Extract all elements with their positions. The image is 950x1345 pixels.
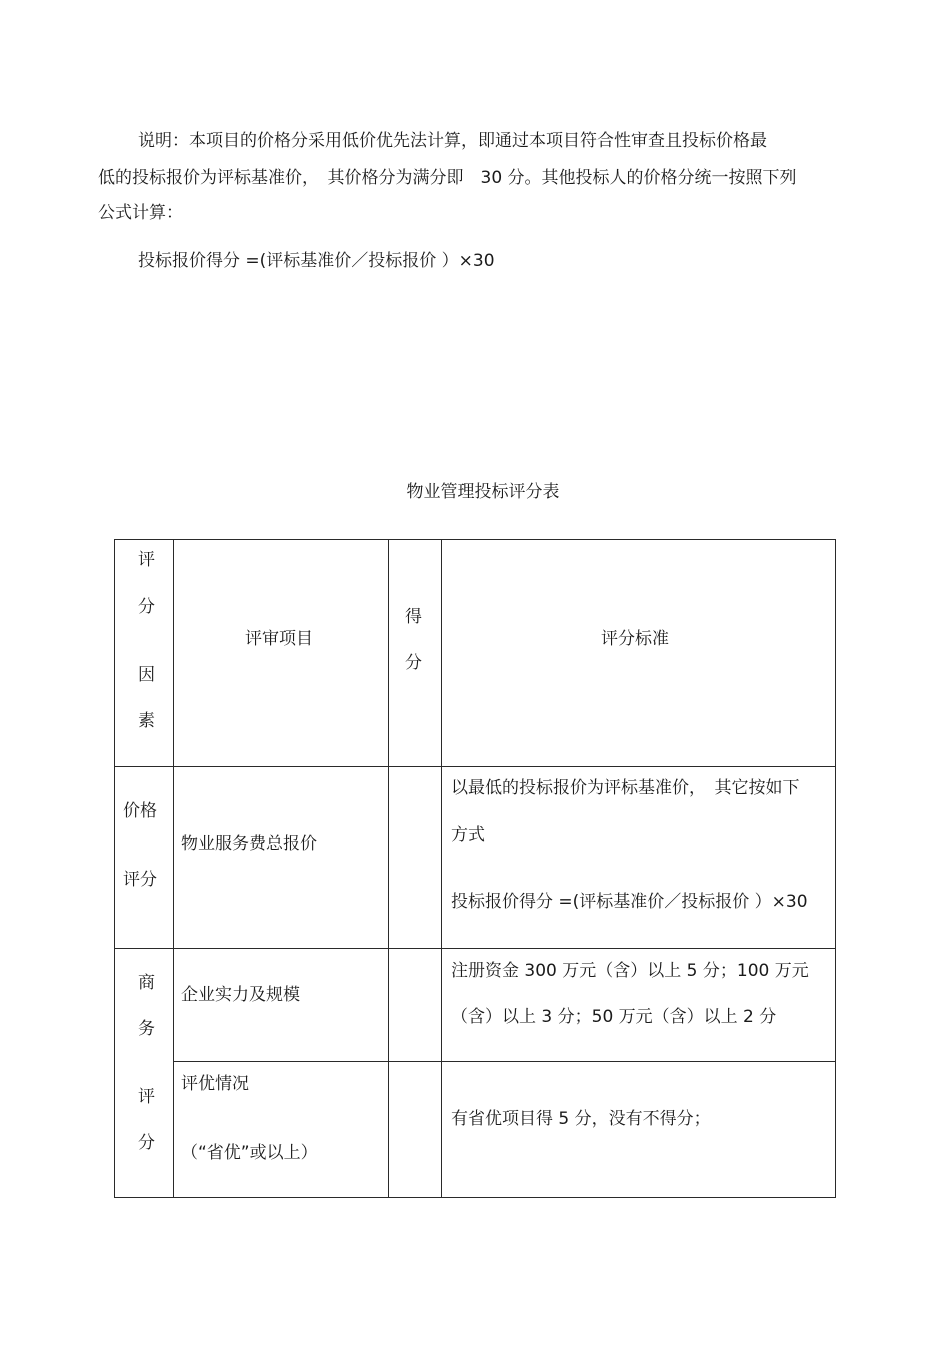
row-divider-header (114, 766, 836, 767)
header-factor-char: 评 (138, 550, 155, 570)
intro-line-3 (98, 197, 838, 230)
scale-criteria-line2: （含）以上 3 分；50 万元（含）以上 2 分 (451, 1007, 777, 1027)
intro-line-3-text: 公式计算： (98, 203, 183, 223)
price-criteria-line1: 以最低的投标报价为评标基准价， 其它按如下 (451, 778, 800, 798)
col-divider-score (441, 539, 442, 1198)
price-factor-line2: 评分 (123, 870, 157, 890)
price-item: 物业服务费总报价 (181, 834, 317, 854)
business-factor-char: 务 (138, 1019, 155, 1039)
award-criteria: 有省优项目得 5 分，没有不得分； (451, 1109, 711, 1129)
table-title: 物业管理投标评分表 (406, 482, 560, 502)
header-item: 评审项目 (245, 629, 313, 649)
price-formula: 投标报价得分 =(评标基准价／投标报价 ）×30 (138, 251, 495, 271)
header-factor-char: 分 (138, 597, 155, 617)
table-border-top (114, 539, 836, 540)
scale-criteria-line1: 注册资金 300 万元（含）以上 5 分；100 万元 (451, 961, 809, 981)
table-border-right (835, 539, 836, 1198)
row-divider-scale (174, 1061, 836, 1062)
business-factor-char: 评 (138, 1087, 155, 1107)
row-divider-price (114, 948, 836, 949)
score-table (114, 539, 836, 1198)
scale-item: 企业实力及规模 (181, 985, 300, 1005)
header-criteria: 评分标准 (601, 629, 669, 649)
col-divider-item (388, 539, 389, 1198)
table-border-bottom (114, 1197, 836, 1198)
intro-line-1 (138, 125, 838, 158)
business-factor-char: 商 (138, 973, 155, 993)
col-divider-factor (173, 539, 174, 1198)
price-criteria-line2: 方式 (451, 825, 485, 845)
intro-line-2-text: 低的投标报价为评标基准价， 其价格分为满分即 30 分。其他投标人的价格分统一按照下列 (98, 168, 797, 188)
award-item-line1: 评优情况 (181, 1074, 249, 1094)
header-factor-char: 因 (138, 665, 155, 685)
table-border-left (114, 539, 115, 1198)
header-score-char: 得 (405, 607, 422, 627)
price-criteria-line3: 投标报价得分 =(评标基准价／投标报价 ）×30 (451, 892, 808, 912)
business-factor-char: 分 (138, 1133, 155, 1153)
intro-line-2 (98, 162, 838, 195)
header-factor-char: 素 (138, 711, 155, 731)
header-score-char: 分 (405, 653, 422, 673)
intro-line-1-text: 说明：本项目的价格分采用低价优先法计算，即通过本项目符合性审查且投标价格最 (138, 131, 767, 151)
award-item-line2: （“省优”或以上） (181, 1143, 318, 1163)
price-factor-line1: 价格 (123, 801, 157, 821)
